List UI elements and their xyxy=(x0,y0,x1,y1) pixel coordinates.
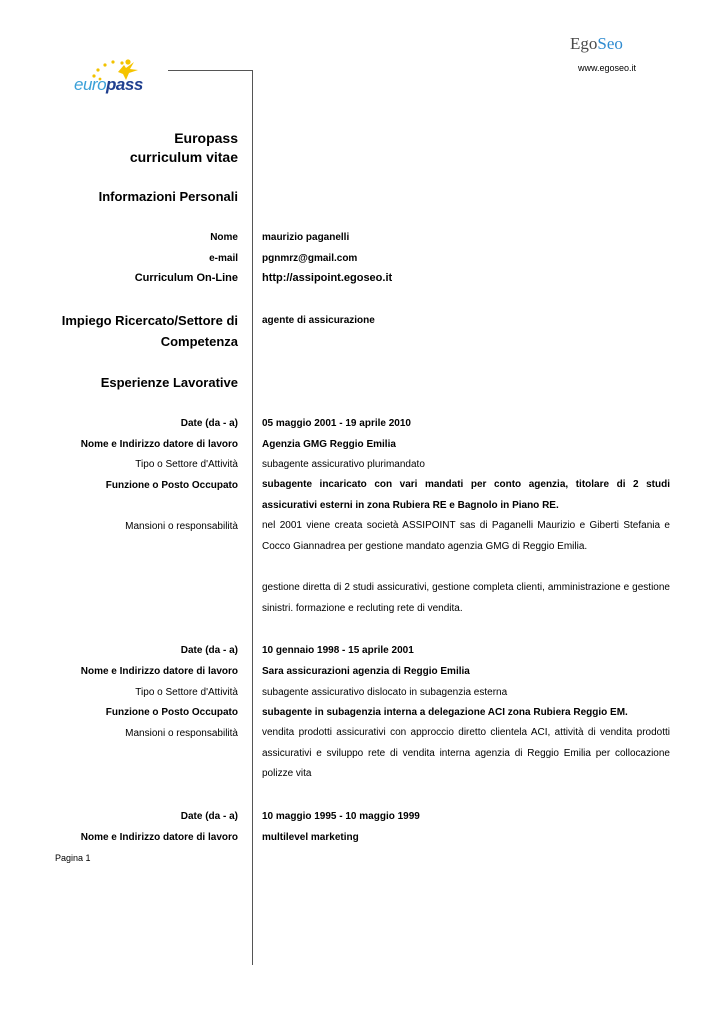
section-personal-info: Informazioni Personali xyxy=(98,189,238,204)
date-label: Date (da - a) xyxy=(180,811,238,822)
sector-label: Tipo o Settore d'Attività xyxy=(135,687,238,698)
job1-duties-paragraph-2: gestione diretta di 2 studi assicurativi, gestione completa clienti, amministrazione e gestione sinistri. formazione e recluting rete di vendita. xyxy=(262,582,670,614)
cv-online-link[interactable]: http://assipoint.egoseo.it xyxy=(262,272,393,284)
employer-label: Nome e Indirizzo datore di lavoro xyxy=(80,666,238,677)
employer-label: Nome e Indirizzo datore di lavoro xyxy=(80,439,238,450)
employer-label: Nome e Indirizzo datore di lavoro xyxy=(80,832,238,843)
job2-sector: subagente assicurativo dislocato in subagenzia esterna xyxy=(262,687,508,698)
date-label: Date (da - a) xyxy=(180,418,238,429)
sought-heading-line1: Impiego Ricercato/Settore di xyxy=(61,313,238,328)
date-label: Date (da - a) xyxy=(180,645,238,656)
job1-sector: subagente assicurativo plurimandato xyxy=(262,459,425,470)
email-value[interactable]: pgnmrz@gmail.com xyxy=(262,253,358,264)
sector-label: Tipo o Settore d'Attività xyxy=(135,459,238,470)
duties-label: Mansioni o responsabilità xyxy=(125,728,238,739)
job2-date: 10 gennaio 1998 - 15 aprile 2001 xyxy=(262,645,414,656)
logo-text-ego: Ego xyxy=(570,34,598,53)
job2-position: subagente in subagenzia interna a delegazione ACI zona Rubiera Reggio EM. xyxy=(262,707,628,718)
job1-position: subagente incaricato con vari mandati per conto agenzia, titolare di 2 studi assicurativi esterni in zona Rubiera RE e Bagnolo in Piano RE. xyxy=(262,479,670,511)
email-label: e-mail xyxy=(209,253,238,264)
logo-text-seo: Seo xyxy=(597,34,623,53)
logo-text-pass: pass xyxy=(106,75,143,94)
job1-date: 05 maggio 2001 - 19 aprile 2010 xyxy=(262,418,411,429)
name-label: Nome xyxy=(210,232,238,243)
position-label: Funzione o Posto Occupato xyxy=(105,480,238,491)
cv-title-line2: curriculum vitae xyxy=(129,149,238,165)
header-rule xyxy=(168,70,253,71)
cv-title-line1: Europass xyxy=(174,130,238,146)
job3-date: 10 maggio 1995 - 10 maggio 1999 xyxy=(262,811,420,822)
cv-title xyxy=(130,129,238,167)
job1-duties-paragraph-1: nel 2001 viene creata società ASSIPOINT sas di Paganelli Maurizio e Giberti Stefania e Cocco Giannadrea per gestione mandato agenzia GMG di Reggio Emilia. xyxy=(262,520,670,552)
egoseo-logo xyxy=(570,34,640,58)
section-sought-position xyxy=(62,310,238,352)
europass-wordmark xyxy=(74,75,143,95)
sought-position-value: agente di assicurazione xyxy=(262,315,375,326)
cv-online-label: Curriculum On-Line xyxy=(134,272,238,284)
duties-label: Mansioni o responsabilità xyxy=(125,521,238,532)
job1-employer: Agenzia GMG Reggio Emilia xyxy=(262,439,396,450)
job2-duties-paragraph: vendita prodotti assicurativi con approccio diretto clientela ACI, attività di vendita prodotti assicurativi e sviluppo rete di vendita interna agenzia di Reggio Emilia per collocazione polizze vita xyxy=(262,727,670,779)
logo-text-euro: euro xyxy=(74,75,107,94)
site-url[interactable]: www.egoseo.it xyxy=(577,63,636,73)
name-value: maurizio paganelli xyxy=(262,232,350,243)
section-work-experience: Esperienze Lavorative xyxy=(100,375,238,390)
sought-heading-line2: Competenza xyxy=(160,334,238,349)
page-number: Pagina 1 xyxy=(55,853,91,863)
position-label: Funzione o Posto Occupato xyxy=(105,707,238,718)
europass-logo xyxy=(74,56,154,98)
column-divider xyxy=(252,70,253,965)
job3-employer: multilevel marketing xyxy=(262,832,359,843)
job2-employer: Sara assicurazioni agenzia di Reggio Emilia xyxy=(262,666,470,677)
